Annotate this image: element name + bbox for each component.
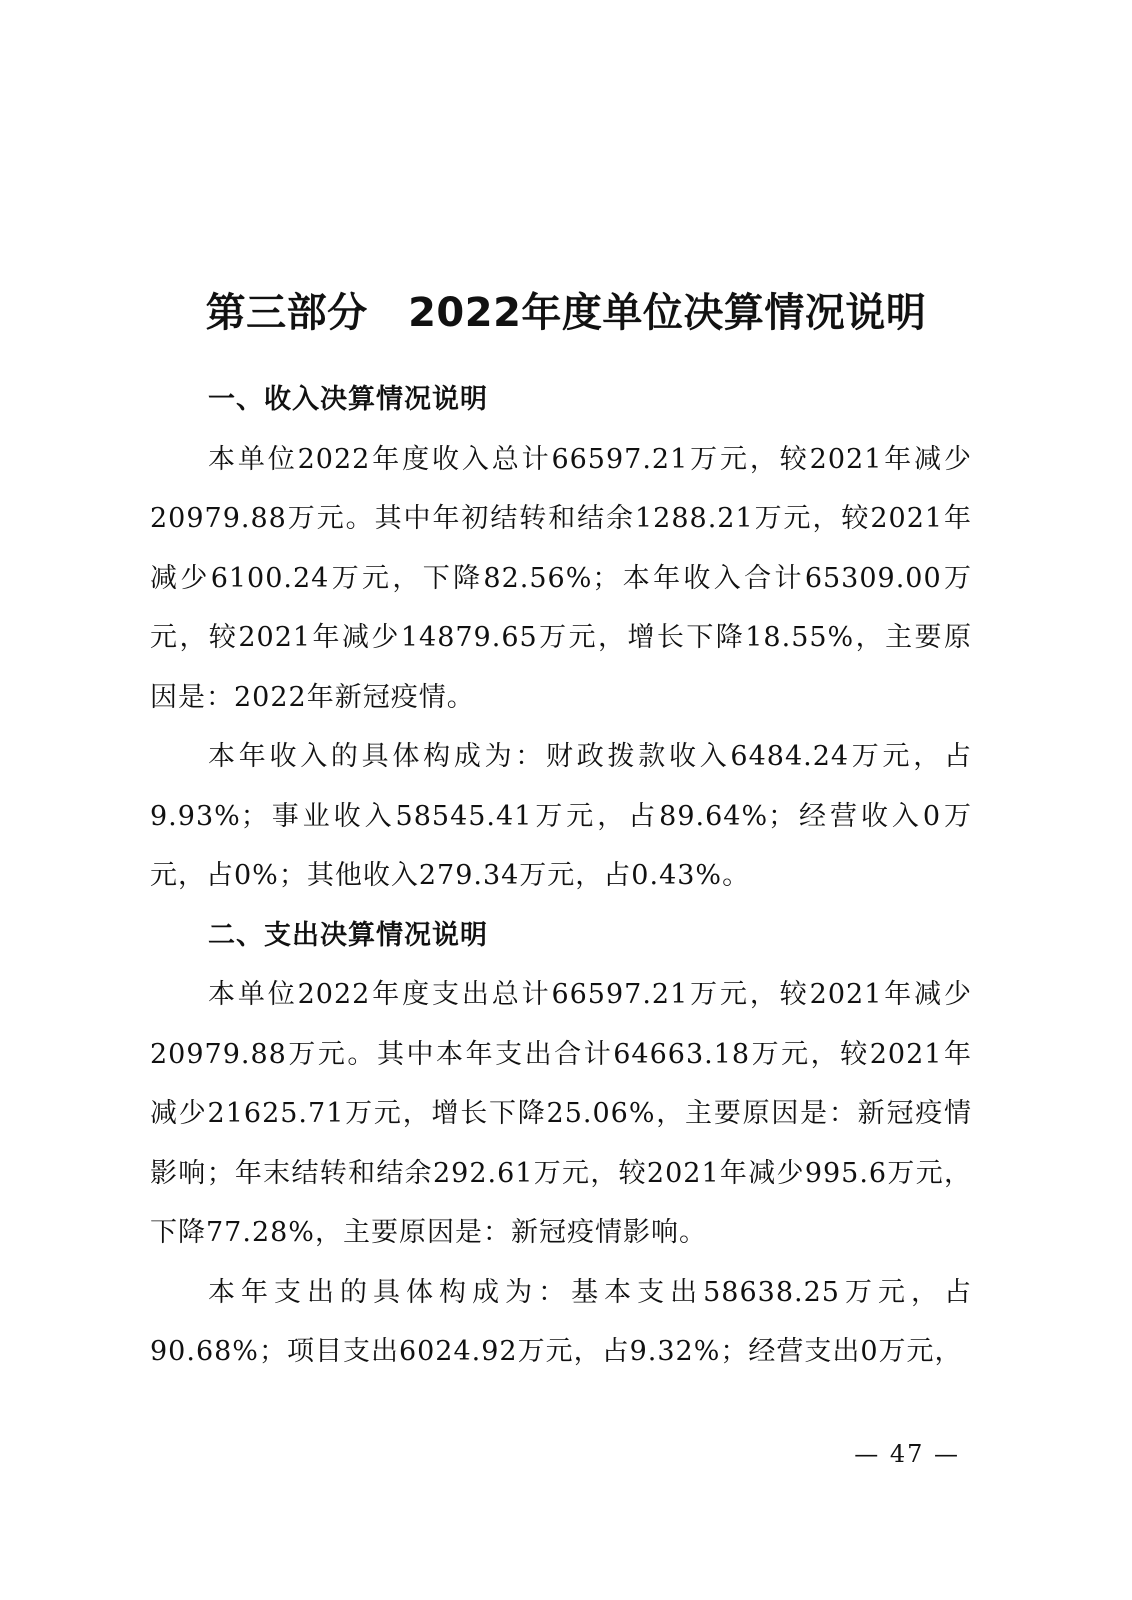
page-number: — 47 — [854,1440,960,1468]
section-income [150,370,972,906]
page-title: 第三部分 2022年度单位决算情况说明 [205,289,927,336]
income-total-paragraph: 本单位2022年度收入总计66597.21万元，较2021年减少20979.88万元。其中年初结转和结余1288.21万元，较2021年减少6100.24万元，下降82.56%；本年收入合计65309.00万元，较2021年减少14879.65万元，增长下降18.55%，主要原因是：2022年新冠疫情。 [150,443,972,713]
section-expenditure [150,906,972,1382]
income-composition-paragraph: 本年收入的具体构成为：财政拨款收入6484.24万元，占9.93%；事业收入58545.41万元，占89.64%；经营收入0万元，占0%；其他收入279.34万元，占0.43%。 [150,741,972,891]
expenditure-total-paragraph: 本单位2022年度支出总计66597.21万元，较2021年减少20979.88万元。其中本年支出合计64663.18万元，较2021年减少21625.71万元，增长下降25.06%，主要原因是：新冠疫情影响；年末结转和结余292.61万元，较2021年减少995.6万元，下降77.28%，主要原因是：新冠疫情影响。 [150,979,972,1248]
document-body [150,370,972,1382]
section-heading-expenditure: 二、支出决算情况说明 [208,919,488,951]
expenditure-composition-paragraph: 本年支出的具体构成为：基本支出58638.25万元，占90.68%；项目支出6024.92万元，占9.32%；经营支出0万元， [150,1276,972,1367]
section-heading-income: 一、收入决算情况说明 [208,384,488,415]
